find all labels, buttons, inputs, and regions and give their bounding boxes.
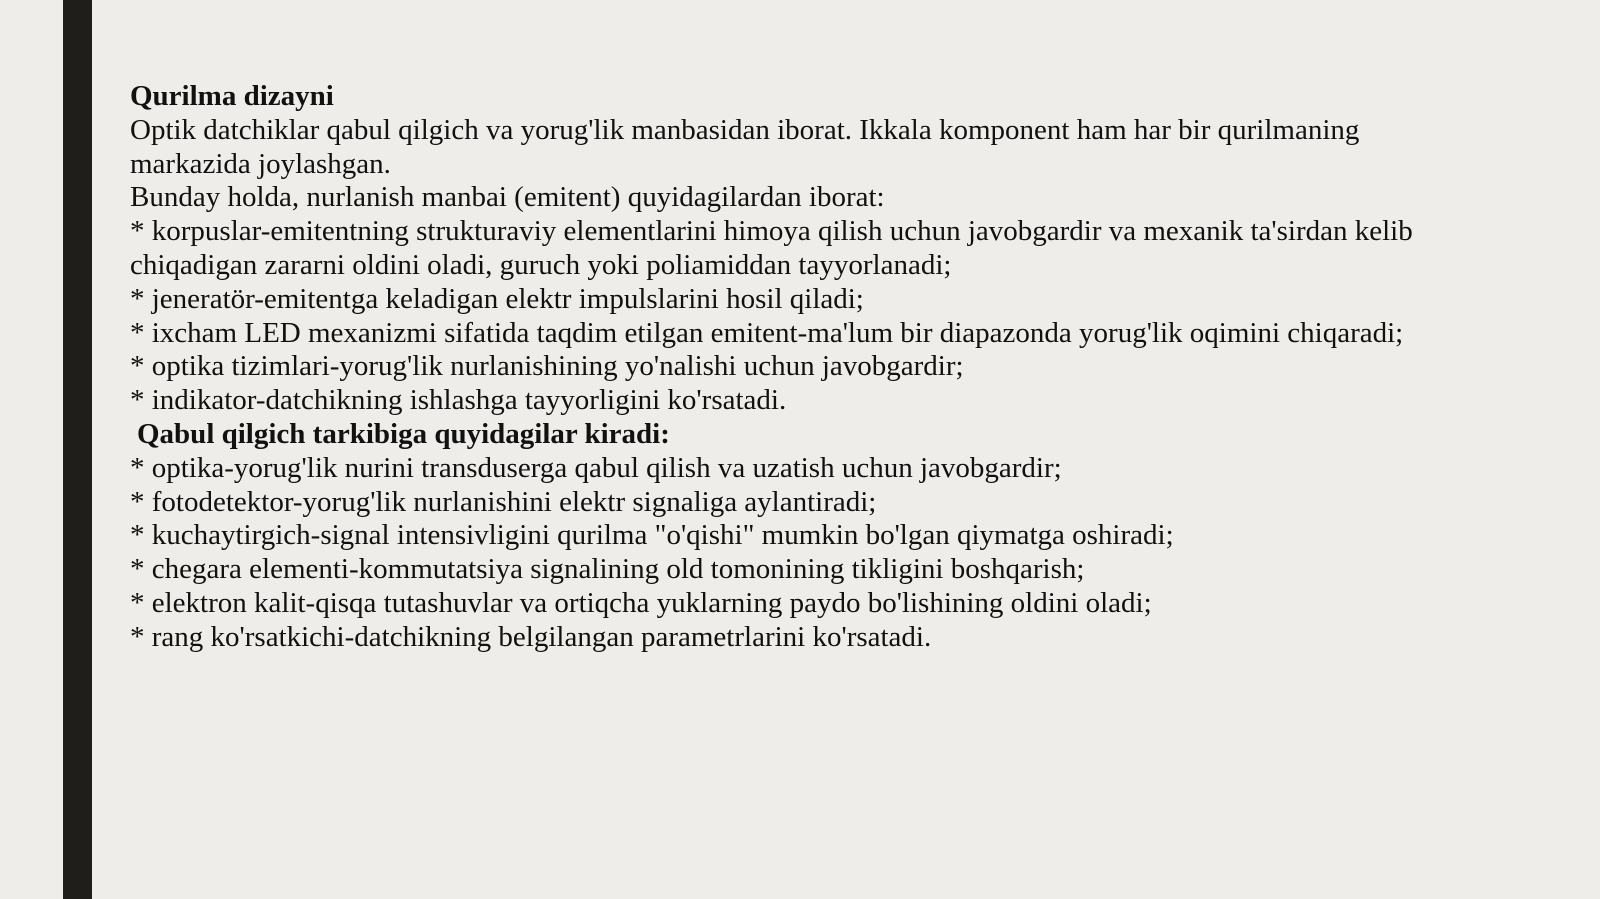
emitter-list-item: * korpuslar-emitentning strukturaviy elementlarini himoya qilish uchun javobgardir va mexanik ta'sirdan kelib: [130, 215, 1413, 248]
emitter-list-item: * indikator-datchikning ishlashga tayyorligini ko'rsatadi.: [130, 384, 787, 417]
emitter-list-item: chiqadigan zararni oldini oladi, guruch yoki poliamiddan tayyorlanadi;: [130, 248, 952, 281]
receiver-list-item: * rang ko'rsatkichi-datchikning belgilangan parametrlarini ko'rsatadi.: [130, 620, 932, 653]
slide-body: [130, 80, 1590, 655]
emitter-list-item: * optika tizimlari-yorug'lik nurlanishining yo'nalishi uchun javobgardir;: [130, 350, 964, 383]
receiver-list-item: * kuchaytirgich-signal intensivligini qurilma "o'qishi" mumkin bo'lgan qiymatga oshiradi;: [130, 519, 1174, 552]
receiver-list-item: * elektron kalit-qisqa tutashuvlar va ortiqcha yuklarning paydo bo'lishining oldini oladi;: [130, 586, 1152, 619]
receiver-list-item: * optika-yorug'lik nurini transduserga qabul qilish va uzatish uchun javobgardir;: [130, 451, 1062, 484]
receiver-list-item: * fotodetektor-yorug'lik nurlanishini elektr signaliga aylantiradi;: [130, 485, 877, 518]
slide-heading: Qurilma dizayni: [130, 80, 334, 112]
receiver-heading: Qabul qilgich tarkibiga quyidagilar kiradi:: [137, 417, 670, 450]
accent-bar: [63, 0, 92, 899]
intro-line: markazida joylashgan.: [130, 147, 391, 180]
emitter-list-item: * jeneratör-emitentga keladigan elektr impulslarini hosil qiladi;: [130, 282, 864, 315]
intro-line: Optik datchiklar qabul qilgich va yorug'lik manbasidan iborat. Ikkala komponent ham har bir qurilmaning: [130, 113, 1360, 146]
receiver-list-item: * chegara elementi-kommutatsiya signalining old tomonining tikligini boshqarish;: [130, 553, 1085, 586]
emitter-list-item: * ixcham LED mexanizmi sifatida taqdim etilgan emitent-ma'lum bir diapazonda yorug'lik oqimini chiqaradi;: [130, 316, 1404, 349]
intro-line: Bunday holda, nurlanish manbai (emitent) quyidagilardan iborat:: [130, 181, 885, 214]
